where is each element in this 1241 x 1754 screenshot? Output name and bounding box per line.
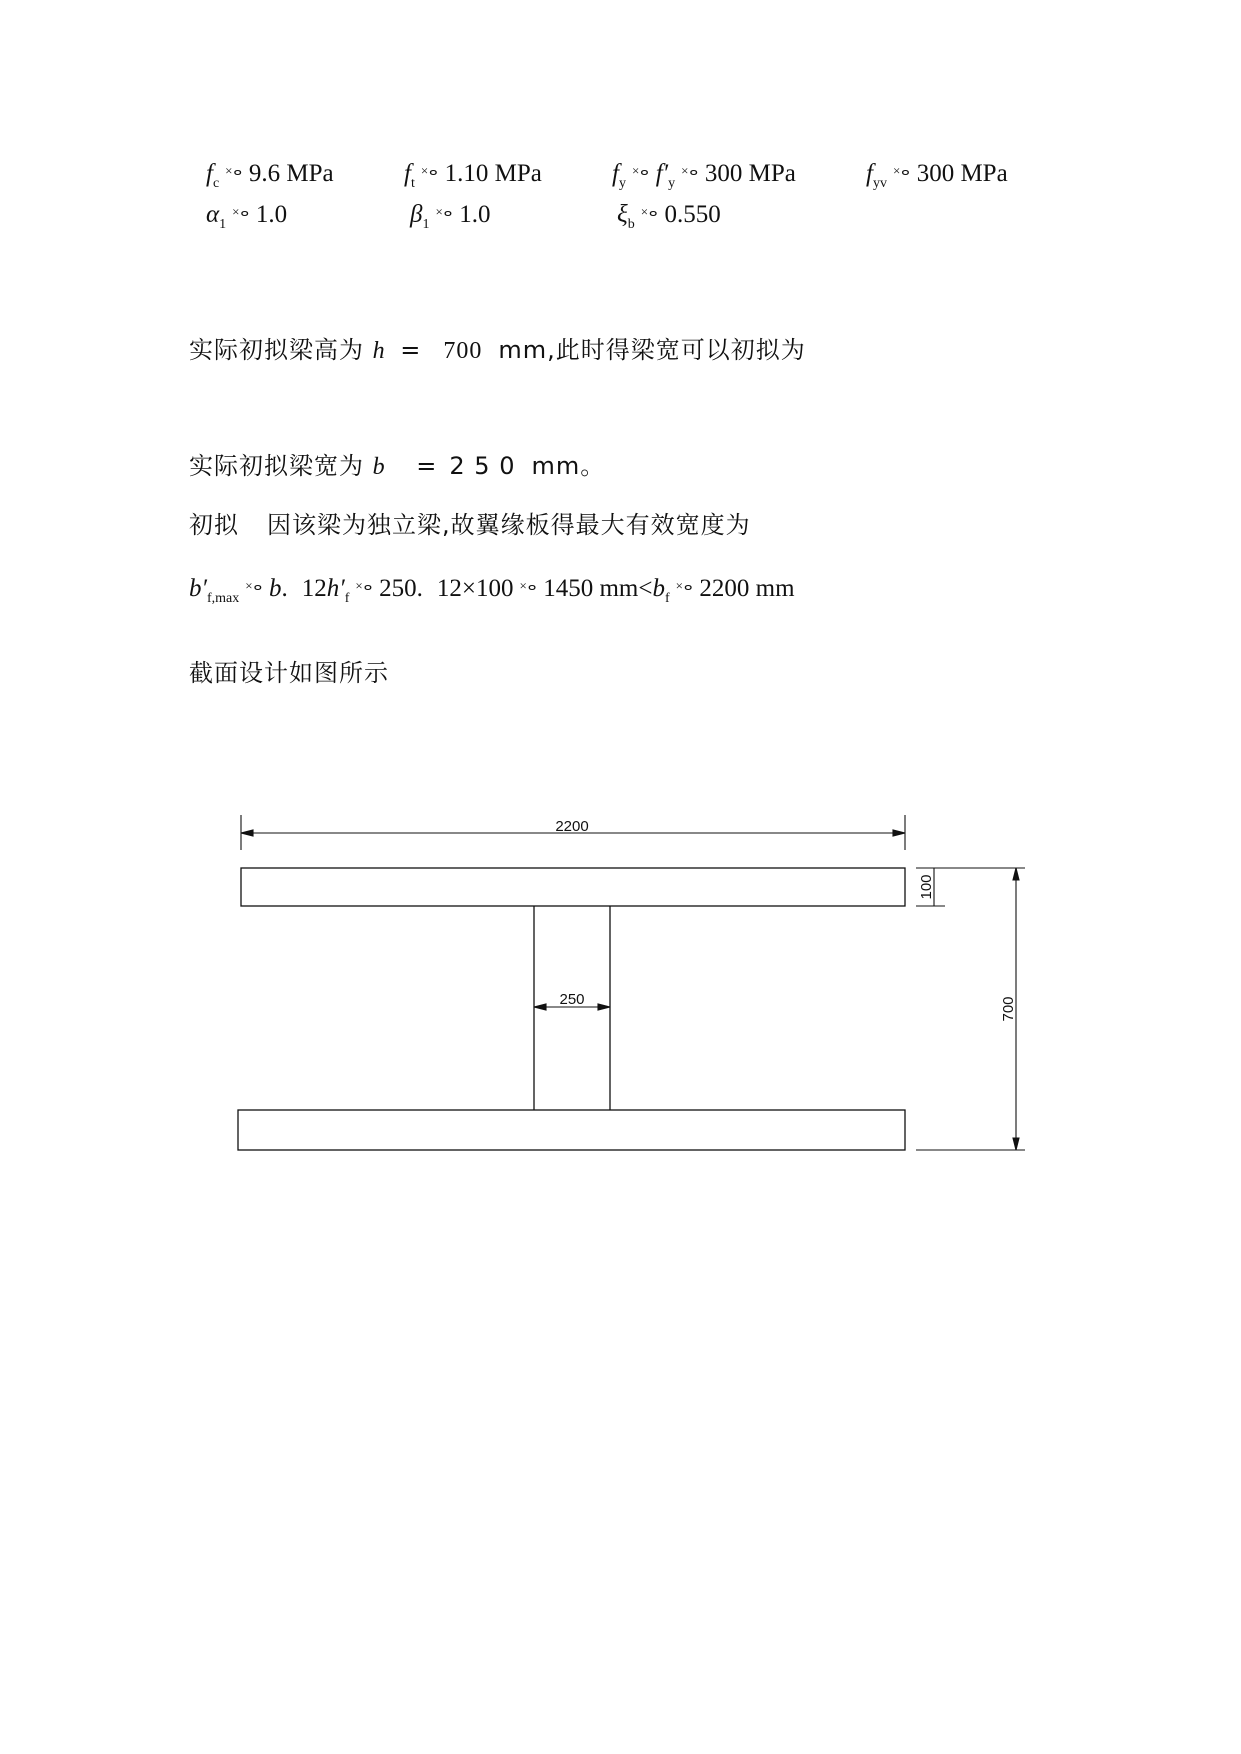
beam-width-unit: mm。: [531, 452, 606, 480]
param-fyv: [866, 160, 1008, 192]
fy-subscript: y: [618, 176, 626, 191]
dim-700-arrow-top: [1013, 868, 1019, 880]
beta-symbol: β: [410, 201, 423, 228]
bf-symbol: b: [652, 575, 665, 602]
beam-height-equals: =: [400, 336, 422, 364]
bf-subscript: f: [664, 591, 670, 606]
beam-width-equals: =: [416, 452, 438, 480]
b-symbol: b: [268, 575, 282, 602]
ft-symbol: f: [404, 160, 411, 187]
ft-value: 1.10 MPa: [444, 160, 542, 187]
flange-text: 因该梁为独立梁,故翼缘板得最大有效宽度为: [267, 511, 751, 539]
alpha-value: 1.0: [255, 201, 288, 228]
fyv-value: 300 MPa: [916, 160, 1008, 187]
beam-height-symbol: h: [372, 338, 386, 364]
ft-subscript: t: [410, 176, 415, 191]
dim-250-label: 250: [559, 991, 585, 1008]
bf-separator-1: ×ⴰ: [245, 578, 263, 593]
beam-width-symbol: b: [372, 454, 386, 480]
dim-700-label: 700: [1000, 996, 1017, 1022]
flange-width-formula: [189, 575, 795, 607]
beam-height-prefix: 实际初拟梁高为: [189, 336, 364, 364]
dim-2200-arrow-right: [893, 830, 905, 836]
param-fy: [612, 160, 796, 192]
fyv-subscript: yv: [872, 176, 887, 191]
fy-prime-symbol: f′: [655, 160, 669, 187]
beam-height-value: 700: [443, 338, 483, 364]
alpha-symbol: α: [206, 201, 220, 228]
dim-2200-arrow-left: [241, 830, 253, 836]
param-beta1: [410, 201, 490, 233]
dot-1: .: [281, 575, 288, 602]
beam-width-line: [189, 446, 605, 481]
expr-12x100: 12×100: [436, 575, 514, 602]
alpha-separator: ×ⴰ: [232, 204, 250, 219]
beta-subscript: 1: [422, 217, 430, 232]
bf-separator-2: ×ⴰ: [355, 578, 374, 593]
dim-100-label: 100: [918, 874, 935, 900]
param-xib: [617, 201, 721, 233]
hf-symbol: h′: [326, 575, 345, 602]
dim-250-arrow-right: [598, 1004, 610, 1010]
fc-subscript: c: [212, 176, 220, 191]
bf-separator-4: ×ⴰ: [675, 578, 694, 593]
fc-separator: ×ⴰ: [225, 163, 243, 178]
bf-max-subscript: f,max: [206, 591, 240, 606]
beam-height-line: [189, 330, 806, 365]
fc-symbol: f: [206, 160, 213, 187]
flange-line: [189, 505, 751, 540]
bottom-flange: [238, 1110, 905, 1150]
dim-250-arrow-left: [534, 1004, 546, 1010]
fy-value: 300 MPa: [704, 160, 796, 187]
beam-height-suffix: 此时得梁宽可以初拟为: [555, 336, 806, 364]
xi-symbol: ξ: [617, 201, 628, 228]
dim-700-arrow-bottom: [1013, 1138, 1019, 1150]
value-1450: 1450 mm<: [543, 575, 653, 602]
term-12: 12: [301, 575, 327, 602]
fy-symbol: f: [612, 160, 619, 187]
fyv-symbol: f: [866, 160, 873, 187]
section-caption: 截面设计如图所示: [189, 659, 389, 687]
beta-value: 1.0: [459, 201, 491, 228]
param-ft: [404, 160, 542, 192]
value-250: 250: [379, 575, 417, 602]
fy-prime-subscript: y: [668, 176, 676, 191]
value-2200: 2200 mm: [699, 575, 795, 602]
alpha-subscript: 1: [219, 217, 227, 232]
flange-prefix: 初拟: [189, 511, 239, 539]
fc-value: 9.6 MPa: [248, 160, 334, 187]
xi-separator: ×ⴰ: [640, 204, 659, 219]
dim-2200-label: 2200: [555, 818, 589, 835]
param-alpha1: [206, 201, 287, 233]
beam-width-value: 2 5 0: [449, 452, 516, 480]
xi-value: 0.550: [664, 201, 721, 228]
dot-2: .: [416, 575, 423, 602]
fy-prime-separator: ×ⴰ: [681, 163, 699, 178]
fyv-separator: ×ⴰ: [892, 163, 911, 178]
param-fc: [206, 160, 334, 192]
bf-max-symbol: b′: [189, 575, 207, 602]
hf-subscript: f: [344, 591, 350, 606]
fy-separator: ×ⴰ: [631, 163, 650, 178]
beam-width-prefix: 实际初拟梁宽为: [189, 452, 364, 480]
ft-separator: ×ⴰ: [420, 163, 439, 178]
beam-height-unit: mm,: [498, 336, 556, 364]
bf-separator-3: ×ⴰ: [519, 578, 538, 593]
beta-separator: ×ⴰ: [435, 204, 454, 219]
top-flange: [241, 868, 905, 906]
xi-subscript: b: [627, 217, 635, 232]
